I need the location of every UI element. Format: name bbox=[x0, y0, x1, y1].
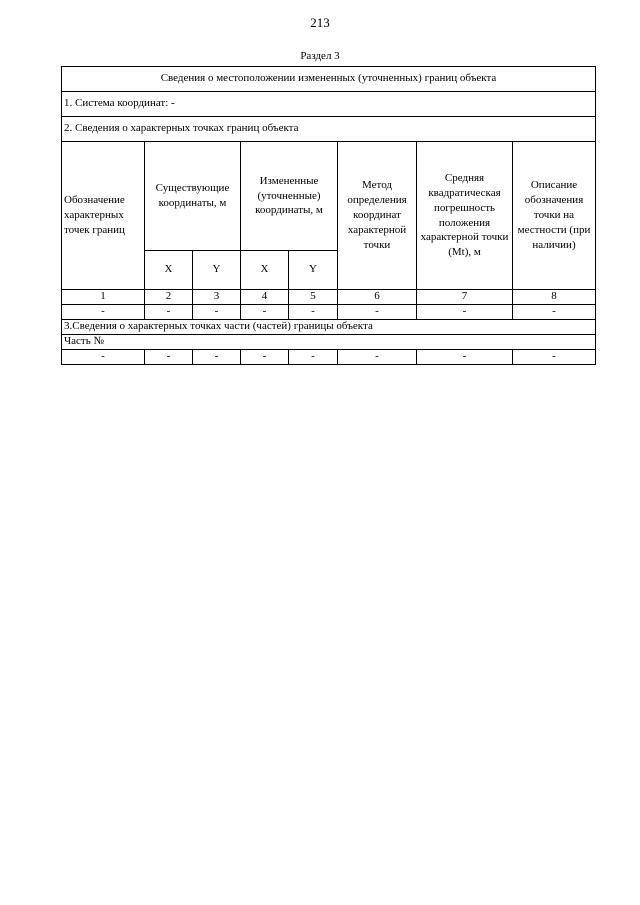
table-row bbox=[62, 350, 596, 365]
column-number: 1 bbox=[62, 290, 145, 305]
coord-system-row: 1. Система координат: - bbox=[62, 92, 596, 117]
header-changed-y: Y bbox=[289, 251, 338, 290]
table-row bbox=[62, 305, 596, 320]
boundary-points-table bbox=[61, 66, 596, 365]
parts-section-row: 3.Сведения о характерных точках части (частей) границы объекта bbox=[62, 320, 596, 335]
table-cell: - bbox=[513, 305, 596, 320]
points-section-row: 2. Сведения о характерных точках границ объекта bbox=[62, 117, 596, 142]
table-title: Сведения о местоположении измененных (уточненных) границ объекта bbox=[62, 67, 596, 92]
page-number: 213 bbox=[310, 15, 330, 30]
header-changed-coords: Измененные (уточненные) координаты, м bbox=[241, 142, 338, 251]
column-number: 6 bbox=[338, 290, 417, 305]
table-cell: - bbox=[145, 305, 193, 320]
header-existing-x: X bbox=[145, 251, 193, 290]
header-existing-y: Y bbox=[193, 251, 241, 290]
table-cell: - bbox=[289, 305, 338, 320]
column-number: 4 bbox=[241, 290, 289, 305]
header-method: Метод определения координат характерной точки bbox=[338, 142, 417, 290]
table-cell: - bbox=[145, 350, 193, 365]
part-number-row: Часть № bbox=[62, 335, 596, 350]
table-cell: - bbox=[338, 350, 417, 365]
column-number: 8 bbox=[513, 290, 596, 305]
column-number: 5 bbox=[289, 290, 338, 305]
table-cell: - bbox=[193, 350, 241, 365]
column-numbers-row bbox=[62, 290, 596, 305]
table-cell: - bbox=[241, 350, 289, 365]
header-changed-x: X bbox=[241, 251, 289, 290]
column-number: 2 bbox=[145, 290, 193, 305]
section-title: Раздел 3 bbox=[300, 50, 340, 62]
header-existing-coords: Существующие координаты, м bbox=[145, 142, 241, 251]
table-cell: - bbox=[193, 305, 241, 320]
table-cell: - bbox=[513, 350, 596, 365]
table-cell: - bbox=[241, 305, 289, 320]
header-error: Средняя квадратическая погрешность положения характерной точки (Mt), м bbox=[417, 142, 513, 290]
table-cell: - bbox=[62, 305, 145, 320]
table-cell: - bbox=[289, 350, 338, 365]
table-cell: - bbox=[338, 305, 417, 320]
column-number: 3 bbox=[193, 290, 241, 305]
column-number: 7 bbox=[417, 290, 513, 305]
table-cell: - bbox=[417, 305, 513, 320]
table-cell: - bbox=[62, 350, 145, 365]
table-cell: - bbox=[417, 350, 513, 365]
header-description: Описание обозначения точки на местности (при наличии) bbox=[513, 142, 596, 290]
header-designation: Обозначение характерных точек границ bbox=[62, 142, 145, 290]
